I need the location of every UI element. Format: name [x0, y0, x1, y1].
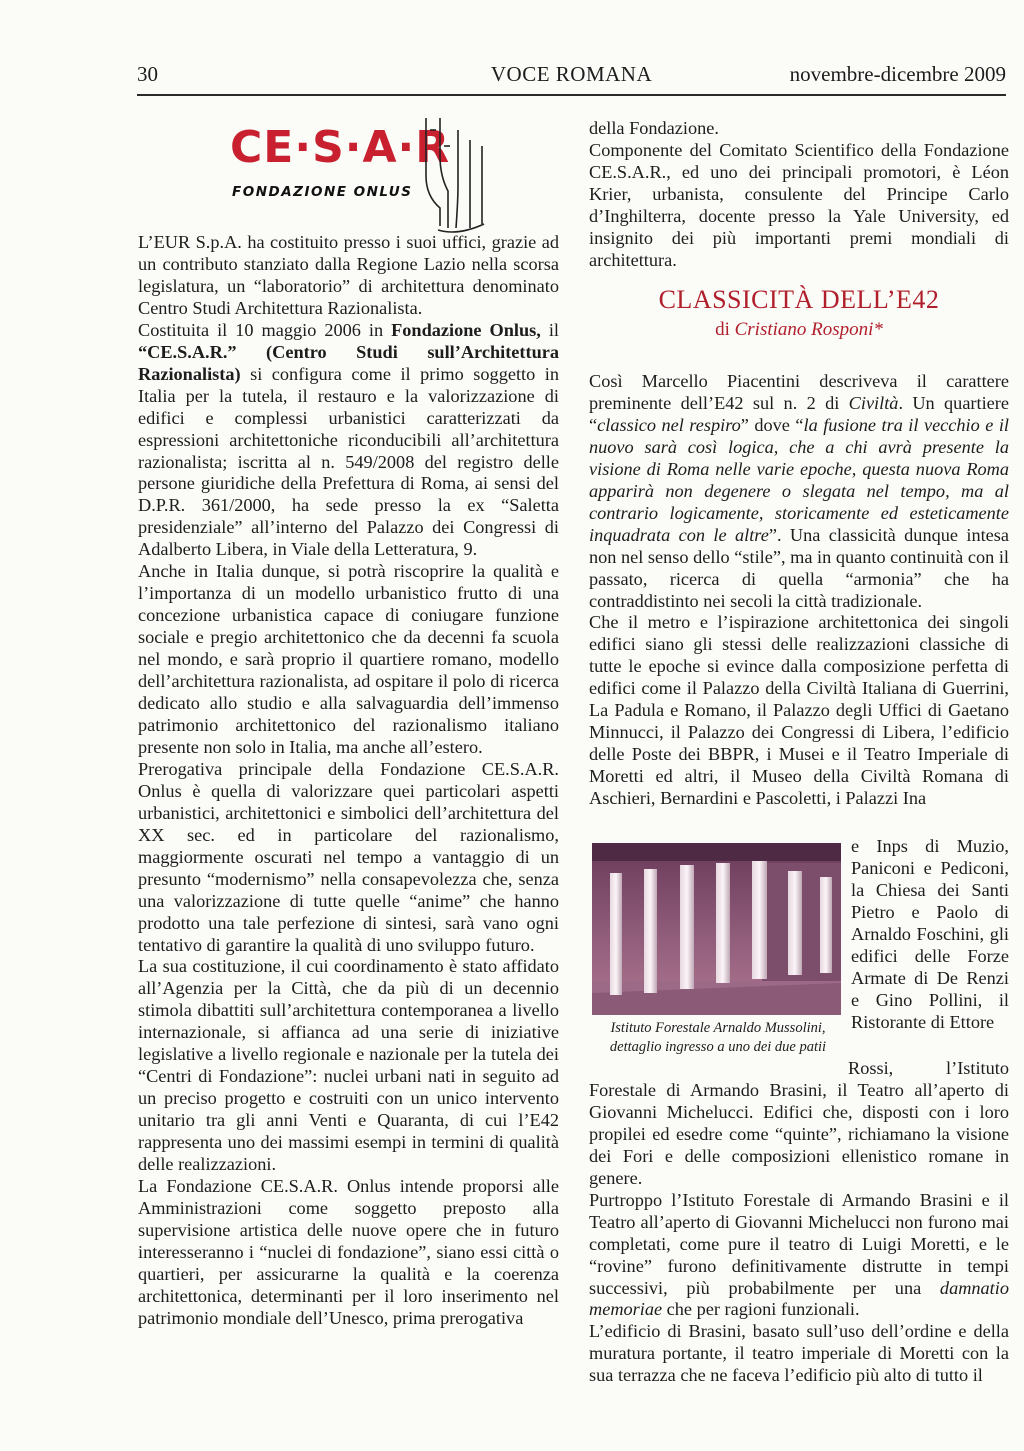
right-column-bottom [589, 1058, 1009, 1387]
publication-name: VOCE ROMANA [490, 62, 653, 86]
photo-caption: Istituto Forestale Arnaldo Mussolini, dettaglio ingresso a uno dei due patii [609, 1020, 827, 1055]
page-number: 30 [137, 62, 158, 86]
paragraph: Anche in Italia dunque, si potrà riscoprire la qualità e l’importanza di un modello urbanistico frutto di una concezione urbanistica capace di coniugare funzione sociale e pregio architettonico che da decenni fa scuola nel mondo, e sarà proprio il quartiere romano, modello dell’architettura razionalista, ad ospitare il polo di ricerca dedicato allo studio e alla salvaguardia dell’immenso patrimonio architettonico del razionalismo italiano presente non solo in Italia, ma anche all’estero. [138, 561, 559, 757]
article-byline: di Cristiano Rosponi* [715, 319, 883, 340]
paragraph: Che il metro e l’ispirazione architettonica dei singoli edifici siano gli stessi delle realizzazioni classiche di tutte le epoche si evince dalla composizione perfetta di edifici come il Palazzo della Civiltà Italiana di Guerrini, La Padula e Romano, il Palazzo degli Uffici di Gaetano Minnucci, il Palazzo dei Congressi di Libera, l’edificio delle Poste dei BBPR, i Musei e il Teatro Imperiale di Moretti ed altri, il Museo della Civiltà Romana di Aschieri, Bernardini e Pascoletti, i Palazzi Ina [589, 612, 1009, 809]
right-column-wrap-text: e Inps di Muzio, Paniconi e Pediconi, la Chiesa dei Santi Pietro e Paolo di Arnaldo Foschini, gli edifici delle Forze Armate di De Renzi e Gino Pollini, il Ristorante di Ettore [851, 836, 1009, 1032]
right-column-top [589, 118, 1009, 272]
right-column-article [589, 371, 1009, 810]
logo-subtitle: FONDAZIONE ONLUS [232, 184, 413, 200]
paragraph: La sua costituzione, il cui coordinamento è stato affidato all’Agenzia per la Città, che da più di un decennio stimola dibattiti sull’architettura contemporanea a livello internazionale, si affianca ad una serie di iniziative legislative a livello regionale e nazionale per la tutela dei “Centri di Fondazione”: nuclei urbani nati in seguito ad un preciso progetto e costruiti con un unico intervento unitario tra gli anni Venti e Quaranta, di cui l’E42 rappresenta uno dei massimi esempi in termini di qualità delle realizzazioni. [138, 956, 559, 1175]
paragraph: La Fondazione CE.S.A.R. Onlus intende proporsi alle Amministrazioni come soggetto preposto alla supervisione artistica delle nuove opere che in futuro interesseranno i “nuclei di fondazione”, siano essi città o quartieri, per assicurarne la qualità e la coerenza architettonica, determinanti per il loro inserimento nel patrimonio mondiale dell’Unesco, prima prerogativa [138, 1175, 559, 1328]
paragraph: Componente del Comitato Scientifico della Fondazione CE.S.A.R., ed uno dei principali promotori, è Léon Krier, urbanista, consulente del Principe Carlo d’Inghilterra, docente presso la Yale University, ed insignito dei più importanti premi mondiali di architettura. [589, 139, 1009, 270]
columns-logo-icon [418, 116, 498, 236]
cesar-logo [230, 116, 500, 236]
article-title: CLASSICITÀ DELL’E42 [658, 285, 940, 314]
header-rule [137, 94, 1006, 96]
paragraph: della Fondazione. [589, 118, 719, 138]
colonnade-photo [592, 843, 841, 1015]
paragraph: Purtroppo l’Istituto Forestale di Armando Brasini e il Teatro all’aperto di Giovanni Michelucci non furono mai completati, come pure il teatro di Luigi Moretti, e le “rovine” furono definitivamente distrutte in tempi successivi, più probabilmente per una damnatio memoriae che per ragioni funzionali. [589, 1189, 1009, 1320]
running-header [137, 62, 1006, 92]
paragraph: L’EUR S.p.A. ha costituito presso i suoi uffici, grazie ad un contributo stanziato dalla Regione Lazio nella scorsa legislatura, un “laboratorio” di architettura denominato Centro Studi Architettura Razionalista. [138, 232, 559, 318]
logo-wordmark: CE·S·A·R [230, 122, 451, 173]
left-column [138, 232, 559, 1330]
paragraph: Così Marcello Piacentini descriveva il carattere preminente dell’E42 sul n. 2 di Civiltà. Un quartiere “classico nel respiro” dove “la fusione tra il vecchio e il nuovo sarà così logica, che a chi avrà presente la visione di Roma nelle varie epoche, questa nuova Roma apparirà non degenere o slegata nel tempo, ma al contrario logicamente, storicamente ed esteticamente inquadrata con le altre”. Una classicità dunque intesa non nel senso dello “stile”, ma in quanto continuità con il passato, ricerca di quella “armonia” che ha contraddistinto nei secoli la città tradizionale. [589, 371, 1010, 611]
issue-date: novembre-dicembre 2009 [789, 62, 1006, 86]
paragraph: Rossi, l’Istituto Forestale di Armando Brasini, il Teatro all’aperto di Giovanni Michelucci. Edifici che, disposti con i loro propilei ed esedre come “quinte”, richiamano la visione dei Fori e delle composizioni ellenistico romane in genere. [589, 1058, 1009, 1188]
paragraph: L’edificio di Brasini, basato sull’uso dell’ordine e della muratura portante, il teatro imperiale di Moretti con la sua terrazza che ne faceva l’edificio più alto di tutto il [589, 1321, 1009, 1386]
author-name: Cristiano Rosponi* [734, 319, 883, 340]
paragraph: Costituita il 10 maggio 2006 in Fondazione Onlus, il “CE.S.A.R.” (Centro Studi sull’Architettura Razionalista) si configura come il primo soggetto in Italia per la tutela, il restauro e la valorizzazione di edifici e complessi urbanistici caratterizzati da espressioni architettoniche riconducibili all’architettura razionalista; iscritta al n. 549/2008 del registro delle persone giuridiche della Prefettura di Roma, ai sensi del D.P.R. 361/2000, ha sede presso la ex “Saletta presidenziale” all’interno del Palazzo dei Congressi di Adalberto Libera, in Viale della Letteratura, 9. [138, 319, 559, 560]
paragraph: Prerogativa principale della Fondazione CE.S.A.R. Onlus è quella di valorizzare quei particolari aspetti urbanistici, architettonici e simbolici dell’architettura del XX sec. ed in particolare del razionalismo, maggiormente oscurati nel tempo a vantaggio di un presunto “modernismo” nella consapevolezza che, senza una valorizzazione di tutte quelle “anime” che hanno prodotto una tale perfezione di sintesi, sarà vano ogni tentativo di garantire la qualità di uno sviluppo futuro. [138, 758, 559, 955]
